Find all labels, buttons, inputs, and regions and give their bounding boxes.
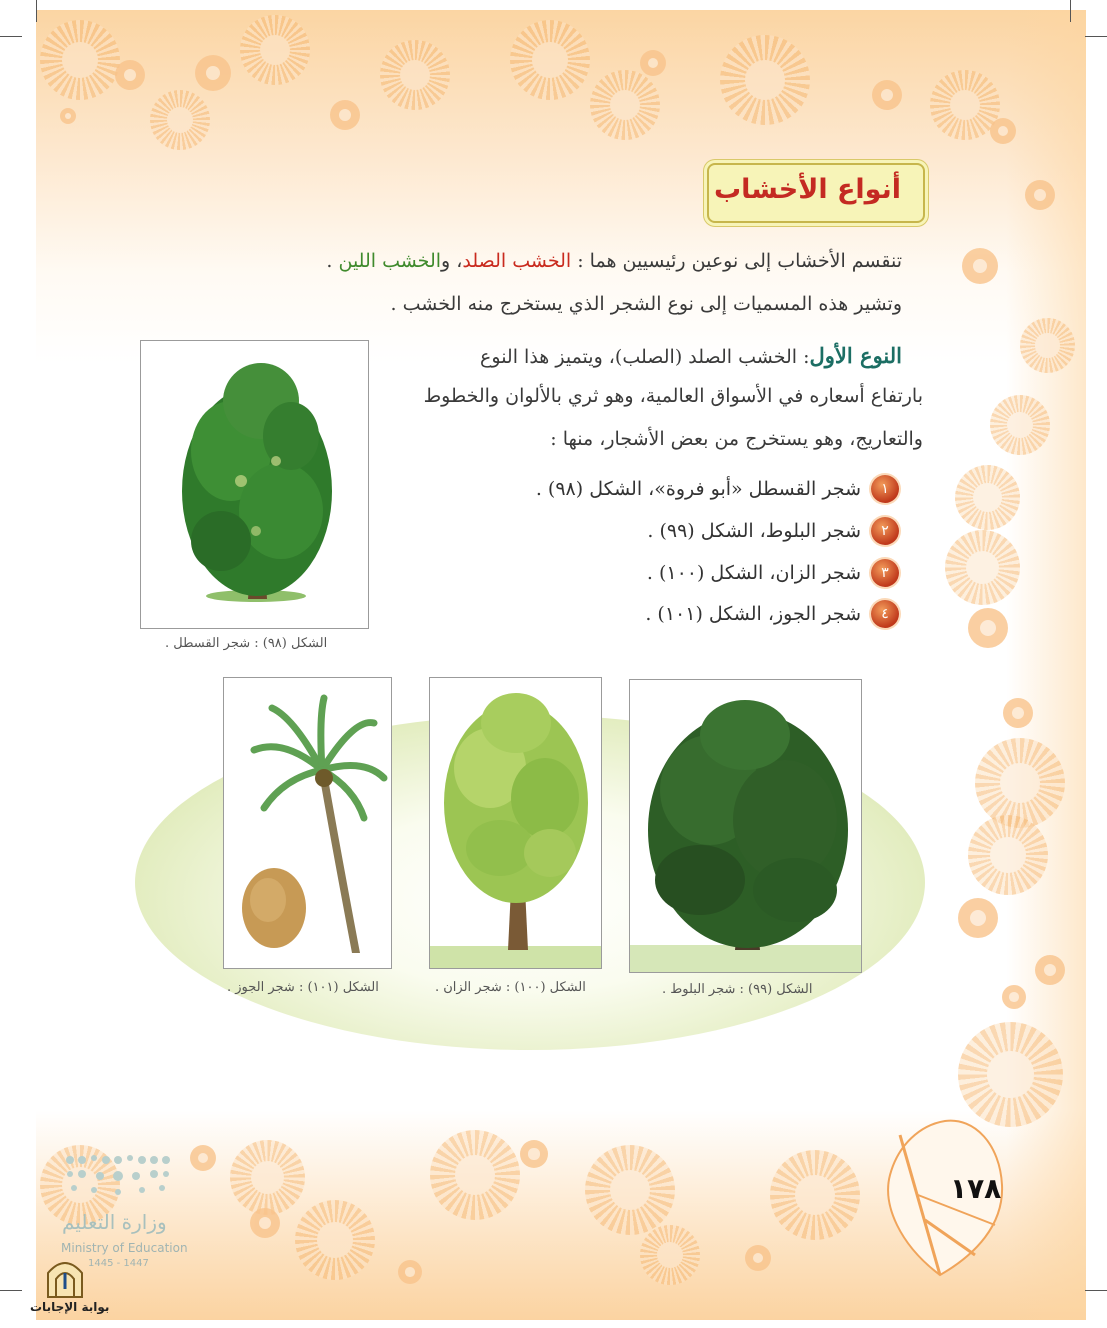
flower-decoration [590, 70, 660, 140]
intro-line-1 [326, 250, 902, 272]
page-number: ١٧٨ [950, 1172, 1002, 1205]
intro-line-2: وتشير هذه المسميات إلى نوع الشجر الذي يستخرج منه الخشب . [390, 293, 902, 315]
ministry-english-name: Ministry of Education [61, 1241, 188, 1255]
flower-decoration [40, 20, 120, 100]
type-one-heading: النوع الأول [809, 343, 902, 368]
dot-decoration [640, 50, 666, 76]
dot-decoration [115, 60, 145, 90]
flower-decoration [585, 1145, 675, 1235]
type-one-text: : الخشب الصلد (الصلب)، ويتميز هذا النوع [480, 346, 810, 368]
section-title-box [707, 163, 925, 223]
flower-decoration [1020, 318, 1075, 373]
intro-separator: ، و [441, 250, 463, 272]
list-item [645, 600, 899, 628]
oak-tree-image [629, 679, 862, 973]
type-one-line-3: والتعاريج، وهو يستخرج من بعض الأشجار، منها : [550, 428, 923, 450]
dot-decoration [745, 1245, 771, 1271]
dot-decoration [250, 1208, 280, 1238]
list-text: شجر الجوز، الشكل (١٠١) . [645, 603, 861, 625]
caption-fig100: الشكل (١٠٠) : شجر الزان . [435, 980, 586, 995]
list-number: ٢ [871, 517, 899, 545]
beech-tree-image [429, 677, 602, 969]
flower-decoration [230, 1140, 305, 1215]
dot-decoration [520, 1140, 548, 1168]
dot-decoration [1025, 180, 1055, 210]
intro-text: تنقسم الأخشاب إلى نوعين رئيسيين هما : [571, 250, 902, 272]
flower-decoration [150, 90, 210, 150]
flower-decoration [945, 530, 1020, 605]
flower-decoration [720, 35, 810, 125]
flower-decoration [640, 1225, 700, 1285]
hardwood-term: الخشب الصلد [462, 250, 572, 272]
dot-decoration [968, 608, 1008, 648]
ministry-year: 1445 - 1447 [88, 1258, 149, 1269]
flower-decoration [430, 1130, 520, 1220]
flower-decoration [380, 40, 450, 110]
dot-decoration [1035, 955, 1065, 985]
flower-decoration [295, 1200, 375, 1280]
list-text: شجر البلوط، الشكل (٩٩) . [647, 520, 861, 542]
flower-decoration [510, 20, 590, 100]
dot-decoration [1002, 985, 1026, 1009]
list-number: ٤ [871, 600, 899, 628]
intro-end: . [326, 250, 339, 272]
list-item [647, 559, 899, 587]
softwood-term: الخشب اللين [338, 250, 442, 272]
type-one-line-2: بارتفاع أسعاره في الأسواق العالمية، وهو ثري بالألوان والخطوط [423, 385, 923, 407]
dot-decoration [60, 108, 76, 124]
caption-fig101: الشكل (١٠١) : شجر الجوز . [227, 980, 379, 995]
dot-decoration [872, 80, 902, 110]
caption-fig98: الشكل (٩٨) : شجر القسطل . [165, 636, 328, 651]
walnut-palm-image [223, 677, 392, 969]
flower-decoration [240, 15, 310, 85]
dot-decoration [398, 1260, 422, 1284]
dot-decoration [1003, 698, 1033, 728]
list-number: ٣ [871, 559, 899, 587]
list-item [647, 517, 899, 545]
caption-fig99: الشكل (٩٩) : شجر البلوط . [662, 982, 813, 997]
ministry-arabic-name: وزارة التعليم [62, 1210, 167, 1234]
crop-mark [1085, 1290, 1107, 1291]
flower-decoration [958, 1022, 1063, 1127]
flower-decoration [770, 1150, 860, 1240]
dot-decoration [958, 898, 998, 938]
crop-mark [1070, 0, 1071, 22]
list-item [536, 475, 899, 503]
list-text: شجر القسطل «أبو فروة»، الشكل (٩٨) . [535, 478, 861, 500]
list-number: ١ [871, 475, 899, 503]
list-text: شجر الزان، الشكل (١٠٠) . [646, 562, 861, 584]
type-one-line-1 [480, 343, 902, 368]
dot-decoration [330, 100, 360, 130]
watermark-label: بوابة الإجابات [30, 1300, 110, 1314]
dot-decoration [195, 55, 231, 91]
dot-decoration [990, 118, 1016, 144]
crop-mark [36, 0, 37, 22]
crop-mark [0, 36, 22, 37]
dot-decoration [962, 248, 998, 284]
flower-decoration [955, 465, 1020, 530]
gate-icon [44, 1255, 86, 1299]
crop-mark [0, 1290, 22, 1291]
flower-decoration [968, 815, 1048, 895]
chestnut-tree-image [140, 340, 369, 629]
flower-decoration [975, 738, 1065, 828]
section-title: أنواع الأخشاب [714, 174, 901, 205]
crop-mark [1085, 36, 1107, 37]
flower-decoration [990, 395, 1050, 455]
